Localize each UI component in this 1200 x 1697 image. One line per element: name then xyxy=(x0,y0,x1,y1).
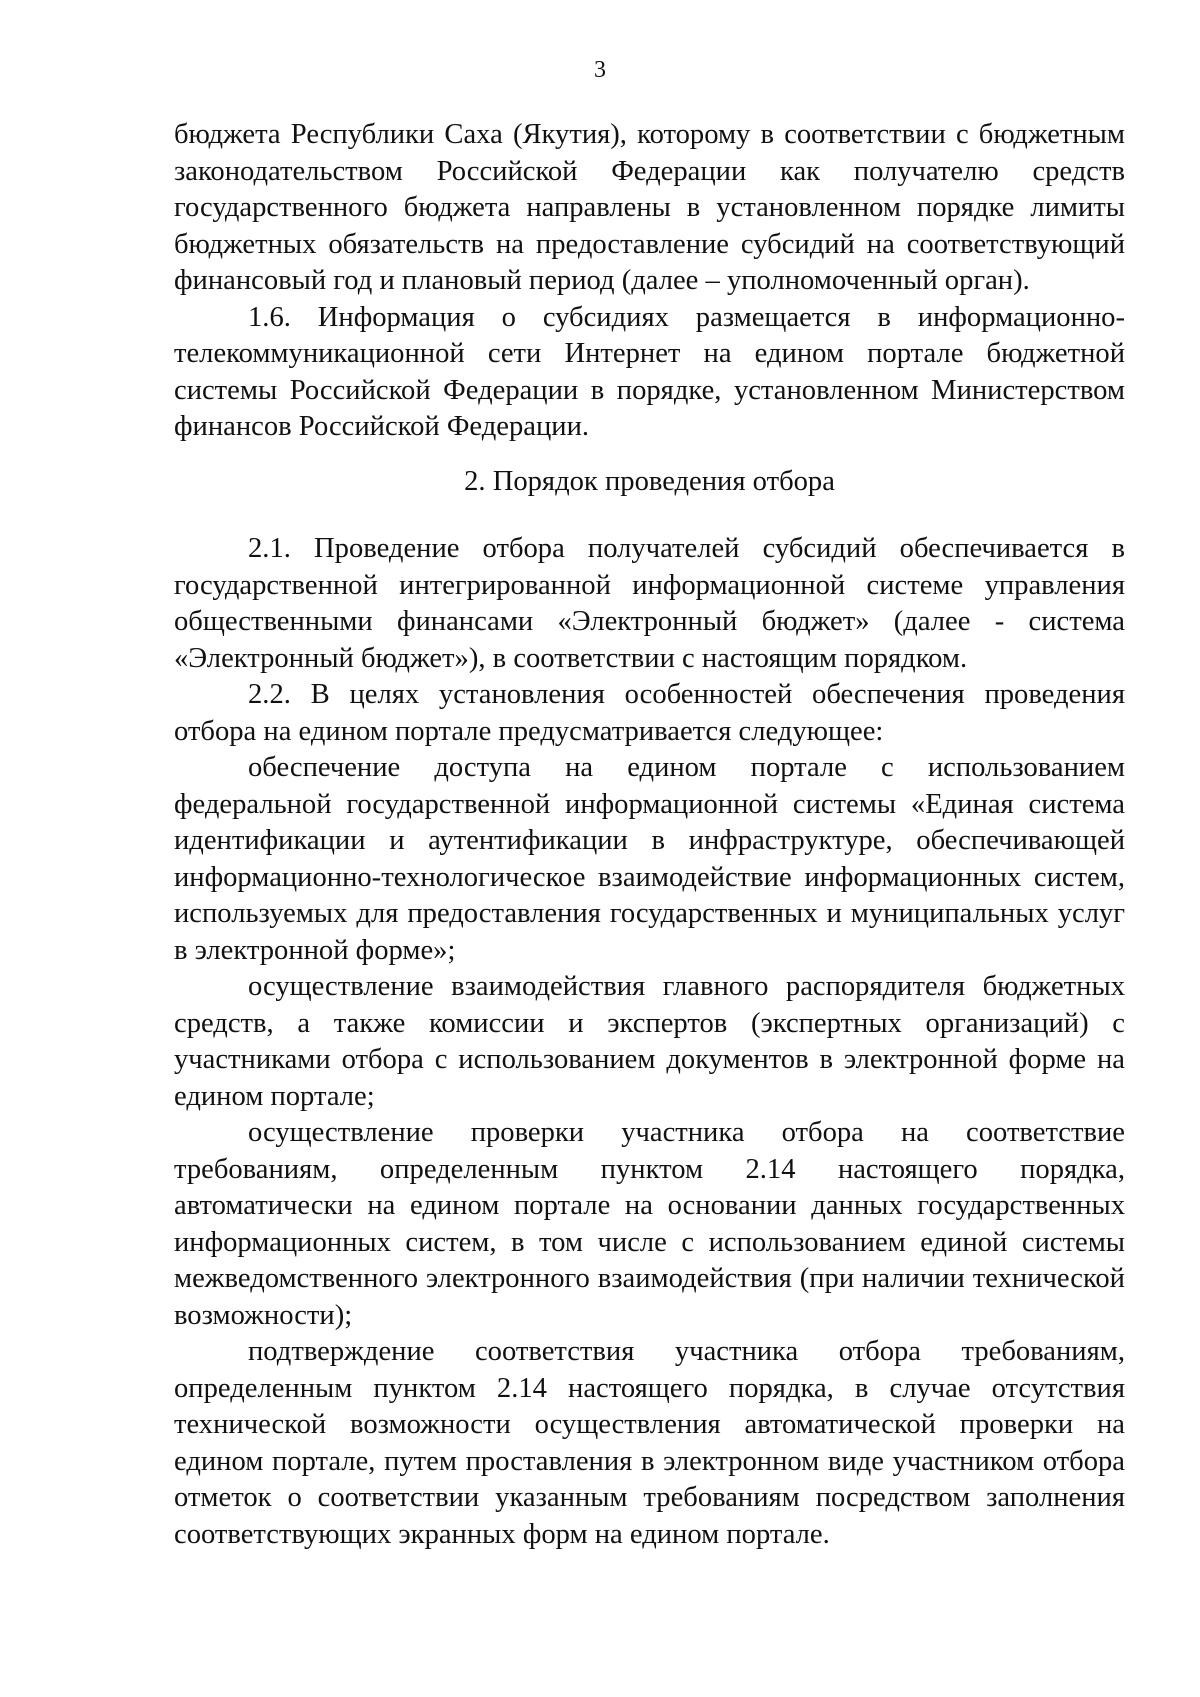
paragraph-1-6: 1.6. Информация о субсидиях размещается в информационно-телекоммуникационной сети Интернет на едином портале бюджетной системы Российской Федерации в порядке, установленном Министерством финансов Российской Федерации. xyxy=(174,301,1125,442)
page-number: 3 xyxy=(594,57,606,83)
section-heading: 2. Порядок проведения отбора xyxy=(464,465,835,497)
paragraph-2-1: 2.1. Проведение отбора получателей субсидий обеспечивается в государственной интегрированной информационной системе управления общественными финансами «Электронный бюджет» (далее - система «Электронный бюджет»), в соответствии с настоящим порядком. xyxy=(174,533,1125,674)
list-item-automatic-check: осуществление проверки участника отбора на соответствие требованиям, определенным пунктом 2.14 настоящего порядка, автоматически на едином портале на основании данных государственных информационных систем, в том числе с использованием единой системы межведомственного электронного взаимодействия (при наличии технической возможности); xyxy=(174,1117,1125,1331)
paragraph-2-2: 2.2. В целях установления особенностей обеспечения проведения отбора на едином портале предусматривается следующее: xyxy=(174,679,1125,747)
document-body xyxy=(174,117,1125,1553)
list-item-access: обеспечение доступа на едином портале с использованием федеральной государственной информационной системы «Единая система идентификации и аутентификации в инфраструктуре, обеспечивающей информационно-технологическое взаимодействие информационных систем, используемых для предоставления государственных и муниципальных услуг в электронной форме»; xyxy=(174,752,1125,966)
paragraph-authorized-body: бюджета Республики Саха (Якутия), которому в соответствии с бюджетным законодательством Российской Федерации как получателю средств государственного бюджета направлены в установленном порядке лимиты бюджетных обязательств на предоставление субсидий на соответствующий финансовый год и плановый период (далее – уполномоченный орган). xyxy=(174,119,1125,296)
list-item-interaction: осуществление взаимодействия главного распорядителя бюджетных средств, а также комиссии и экспертов (экспертных организаций) с участниками отбора с использованием документов в электронной форме на едином портале; xyxy=(174,971,1125,1112)
list-item-confirmation: подтверждение соответствия участника отбора требованиям, определенным пунктом 2.14 настоящего порядка, в случае отсутствия технической возможности осуществления автоматической проверки на едином портале, путем проставления в электронном виде участником отбора отметок о соответствии указанным требованиям посредством заполнения соответствующих экранных форм на едином портале. xyxy=(174,1336,1125,1550)
